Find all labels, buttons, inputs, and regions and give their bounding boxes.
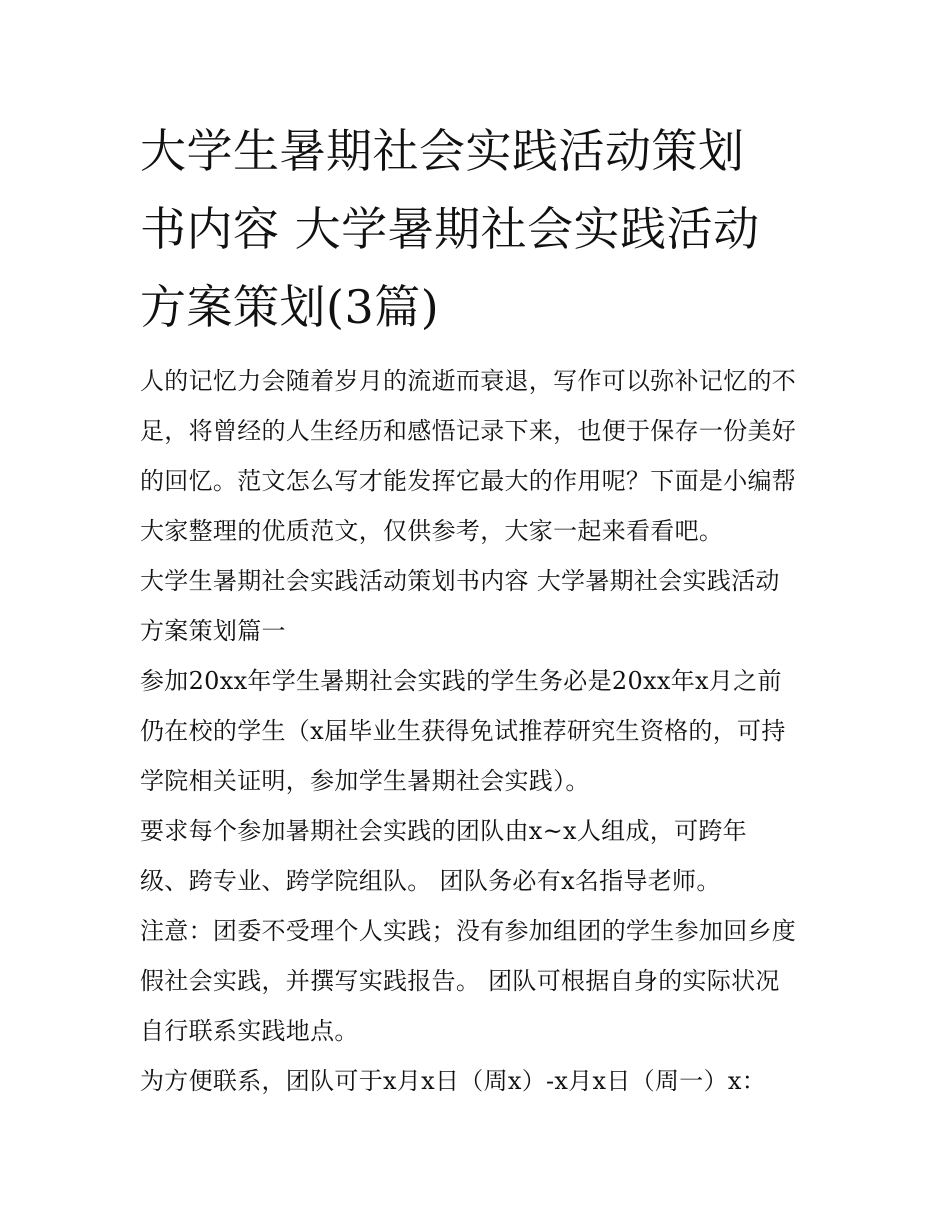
text-line: 注意：团委不受理个人实践；没有参加组团的学生参加回乡度 — [140, 917, 797, 945]
text-line: 参加20xx年学生暑期社会实践的学生务必是20xx年x月之前 — [140, 667, 782, 695]
text-line: 方案策划篇一 — [140, 617, 286, 645]
text-line: 学院相关证明，参加学生暑期社会实践）。 — [140, 767, 590, 795]
paragraph-contact — [140, 1056, 830, 1106]
text-line: 为方便联系，团队可于x月x日（周x）-x月x日（周一）x： — [140, 1067, 767, 1095]
document-body — [140, 356, 830, 1106]
text-line: 足，将曾经的人生经历和感悟记录下来，也便于保存一份美好 — [140, 417, 797, 445]
text-line: 人的记忆力会随着岁月的流逝而衰退，写作可以弥补记忆的不 — [140, 367, 797, 395]
text-line: 级、跨专业、跨学院组队。 团队务必有x名指导老师。 — [140, 867, 721, 895]
text-line: 假社会实践，并撰写实践报告。 团队可根据自身的实际状况 — [140, 967, 780, 995]
text-line: 要求每个参加暑期社会实践的团队由x~x人组成，可跨年 — [140, 817, 747, 845]
paragraph-eligibility — [140, 656, 830, 806]
paragraph-section-heading — [140, 556, 830, 656]
paragraph-team-requirements — [140, 806, 830, 906]
document-title — [140, 112, 820, 346]
paragraph-intro — [140, 356, 830, 556]
text-line: 大家整理的优质范文，仅供参考，大家一起来看看吧。 — [140, 517, 724, 545]
text-line: 大学生暑期社会实践活动策划书内容 大学暑期社会实践活动 — [140, 567, 780, 595]
title-line-3: 方案策划(3篇) — [140, 280, 440, 334]
text-line: 的回忆。范文怎么写才能发挥它最大的作用呢？下面是小编帮 — [140, 467, 797, 495]
title-line-2: 书内容 大学暑期社会实践活动 — [140, 202, 760, 256]
title-line-1: 大学生暑期社会实践活动策划 — [140, 124, 745, 178]
paragraph-notice — [140, 906, 830, 1056]
text-line: 自行联系实践地点。 — [140, 1017, 359, 1045]
text-line: 仍在校的学生（x届毕业生获得免试推荐研究生资格的，可持 — [140, 717, 786, 745]
